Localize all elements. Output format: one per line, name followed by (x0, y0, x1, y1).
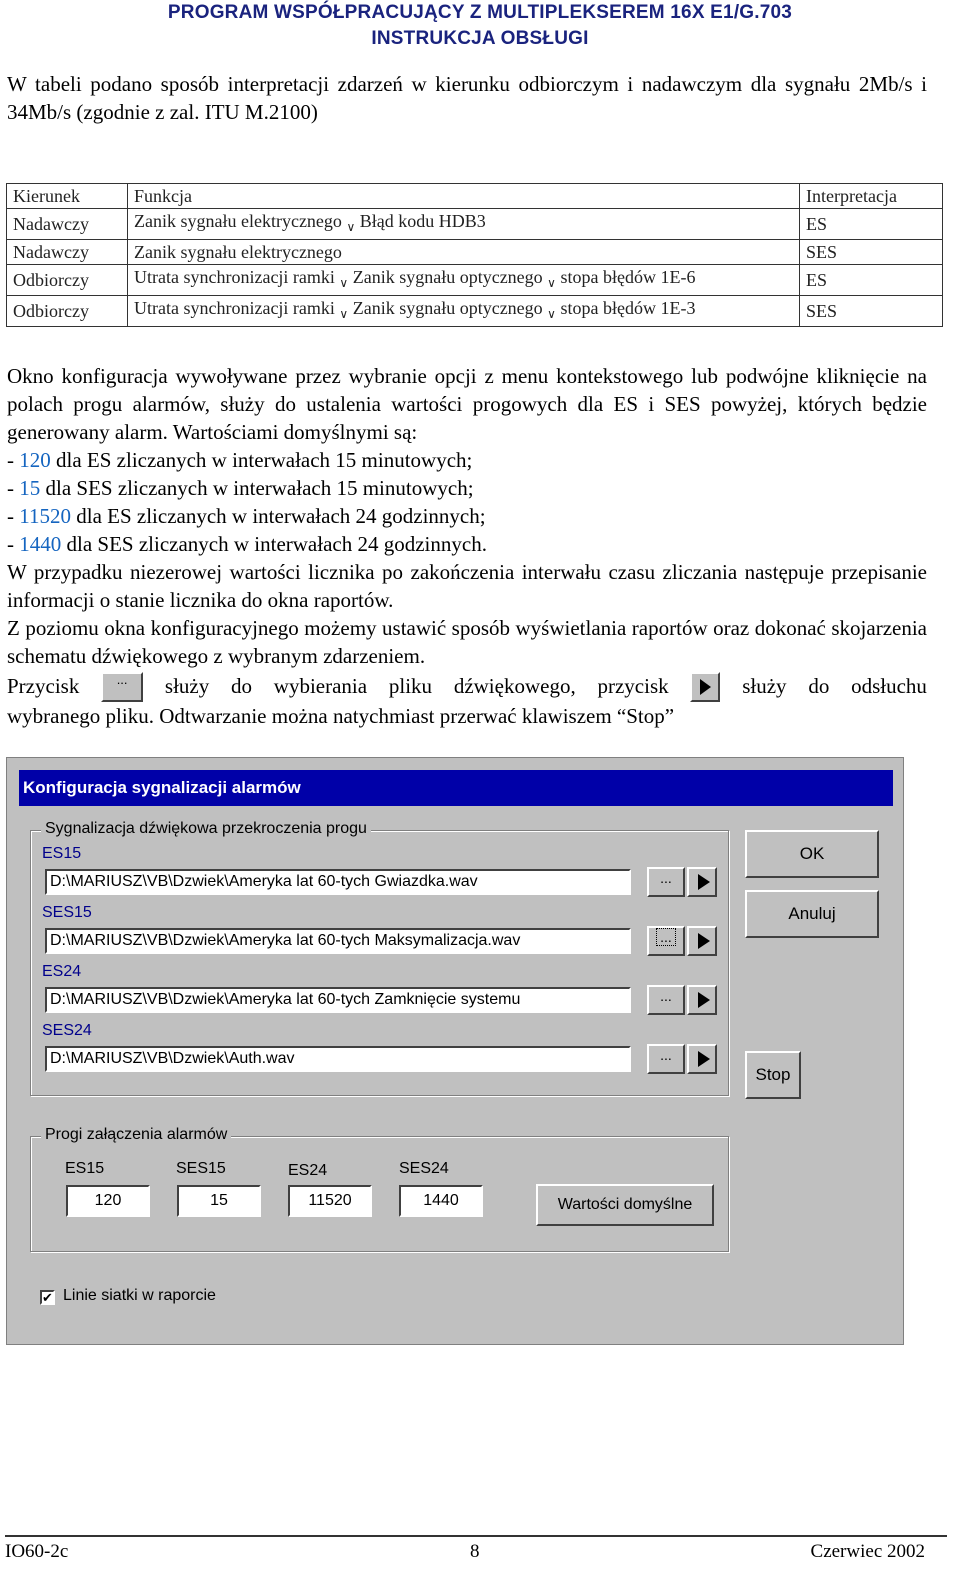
description-paragraph: Okno konfiguracja wywoływane przez wybranie opcji z menu kontekstowego lub podwójne kliknięcie na polach progu alarmów, służy do ustalenia wartości progowych dla ES i SES powyżej, których będzie generowany alarm. Wartościami domyślnymi są: (7, 364, 927, 444)
page-footer (5, 1535, 947, 1567)
func-part: stopa błędów 1E-3 (560, 298, 696, 318)
table-row (7, 265, 943, 296)
cell-direction: Nadawczy (7, 240, 128, 265)
description-paragraph: W przypadku niezerowej wartości licznika po zakończenia interwału czasu zliczania następuje przepisanie informacji o stanie licznika do okna raportów. (7, 560, 927, 612)
cancel-button[interactable]: Anuluj (745, 890, 879, 938)
inline-browse-button-image: ... (101, 672, 143, 702)
text-span: do (231, 674, 252, 698)
cell-interpretation: ES (800, 265, 943, 296)
gridlines-checkbox[interactable]: ✔ (40, 1290, 55, 1305)
or-symbol: ∨ (547, 307, 556, 321)
list-dash: - (7, 448, 20, 472)
func-part: Utrata synchronizacji ramki (134, 267, 335, 287)
browse-button-label: ... (657, 929, 675, 945)
sound-path-es15[interactable]: D:\MARIUSZ\VB\Dzwiek\Ameryka lat 60-tych Gwiazdka.wav (45, 869, 631, 895)
sound-label-ses24: SES24 (42, 1022, 92, 1039)
default-item (7, 502, 927, 530)
or-symbol: ∨ (339, 307, 349, 321)
text-span: przycisk (597, 674, 669, 698)
footer-date: Czerwiec 2002 (810, 1541, 925, 1562)
sound-label-ses15: SES15 (42, 904, 92, 921)
description-paragraph: Z poziomu okna konfiguracyjnego możemy ustawić sposób wyświetlania raportów oraz dokonać skojarzenia schematu dźwiękowego z wybranym zdarzeniem. (7, 616, 927, 668)
threshold-input-ses24[interactable]: 1440 (399, 1185, 483, 1217)
header-direction: Kierunek (7, 184, 128, 209)
intro-paragraph: W tabeli podano sposób interpretacji zdarzeń w kierunku odbiorczym i nadawczym dla sygnału 2Mb/s i 34Mb/s (zgodnie z zal. ITU M.2100) (7, 72, 927, 124)
func-part: Zanik sygnału optycznego (352, 267, 543, 287)
cell-interpretation: SES (800, 240, 943, 265)
cell-direction: Nadawczy (7, 209, 128, 240)
default-value: 120 (19, 448, 51, 472)
cell-direction: Odbiorczy (7, 265, 128, 296)
gridlines-label[interactable]: Linie siatki w raporcie (63, 1287, 216, 1304)
text-span: dźwiękowego, (453, 674, 576, 698)
default-item (7, 446, 927, 474)
table-row (7, 209, 943, 240)
doc-header-title: PROGRAM WSPÓŁPRACUJĄCY Z MULTIPLEKSEREM 16X E1/G.703 (167, 2, 793, 23)
doc-header-subtitle: INSTRUKCJA OBSŁUGI (371, 28, 589, 49)
default-value: 11520 (19, 504, 71, 528)
text-span: odsłuchu (851, 674, 927, 698)
text-span: Przycisk (7, 674, 80, 698)
threshold-label-ses15: SES15 (176, 1160, 226, 1177)
table-row (7, 296, 943, 327)
ok-button[interactable]: OK (745, 830, 879, 878)
threshold-label-es15: ES15 (65, 1160, 105, 1177)
default-value: 15 (19, 476, 41, 500)
threshold-input-ses15[interactable]: 15 (177, 1185, 261, 1217)
footer-doc-id: IO60-2c (5, 1541, 69, 1562)
thresholds-group (30, 1126, 729, 1252)
threshold-input-es15[interactable]: 120 (66, 1185, 150, 1217)
header-interpretation: Interpretacja (800, 184, 943, 209)
alarm-config-dialog (6, 757, 904, 1345)
default-text: dla SES zliczanych w interwałach 15 minutowych; (40, 476, 474, 500)
default-item (7, 530, 927, 558)
dialog-titlebar[interactable]: Konfiguracja sygnalizacji alarmów (19, 770, 893, 806)
cell-interpretation: ES (800, 209, 943, 240)
stop-button[interactable]: Stop (745, 1051, 801, 1099)
sound-group (30, 820, 729, 1096)
default-value: 1440 (19, 532, 62, 556)
defaults-button[interactable]: Wartości domyślne (536, 1184, 714, 1226)
table-row (7, 240, 943, 265)
sound-group-legend: Sygnalizacja dźwiękowa przekroczenia progu (41, 820, 371, 838)
sound-label-es15: ES15 (42, 845, 82, 862)
cell-function (128, 240, 800, 265)
threshold-input-es24[interactable]: 11520 (288, 1185, 372, 1217)
cell-direction: Odbiorczy (7, 296, 128, 327)
default-item (7, 474, 927, 502)
text-span: do (808, 674, 830, 698)
list-dash: - (7, 504, 20, 528)
cell-function (128, 265, 800, 296)
list-dash: - (7, 532, 20, 556)
default-text: dla ES zliczanych w interwałach 15 minutowych; (50, 448, 473, 472)
default-text: dla ES zliczanych w interwałach 24 godzinnych; (70, 504, 486, 528)
default-text: dla SES zliczanych w interwałach 24 godzinnych. (61, 532, 487, 556)
events-table (6, 183, 943, 327)
list-dash: - (7, 476, 20, 500)
func-part: Zanik sygnału optycznego (352, 298, 543, 318)
browse-button-es24[interactable]: ... (647, 985, 685, 1015)
or-symbol: ∨ (346, 220, 356, 234)
play-button-ses15[interactable] (687, 926, 717, 956)
play-button-es24[interactable] (687, 985, 717, 1015)
sound-path-es24[interactable]: D:\MARIUSZ\VB\Dzwiek\Ameryka lat 60-tych Zamknięcie systemu (45, 987, 631, 1013)
threshold-label-es24: ES24 (288, 1162, 328, 1179)
buttons-explanation-line (7, 672, 927, 702)
browse-button-ses24[interactable]: ... (647, 1044, 685, 1074)
play-button-ses24[interactable] (687, 1044, 717, 1074)
text-span: służy (742, 674, 787, 698)
sound-path-ses24[interactable]: D:\MARIUSZ\VB\Dzwiek\Auth.wav (45, 1046, 631, 1072)
header-function: Funkcja (128, 184, 800, 209)
browse-button-ses15[interactable] (647, 926, 685, 956)
func-part: stopa błędów 1E-6 (560, 267, 696, 287)
browse-button-es15[interactable]: ... (647, 867, 685, 897)
func-part: Zanik sygnału elektrycznego (134, 211, 342, 231)
text-span: służy (164, 674, 210, 698)
description-block (7, 362, 927, 730)
func-part: Błąd kodu HDB3 (359, 211, 486, 231)
cell-interpretation: SES (800, 296, 943, 327)
or-symbol: ∨ (547, 276, 556, 290)
sound-path-ses15[interactable]: D:\MARIUSZ\VB\Dzwiek\Ameryka lat 60-tych Maksymalizacja.wav (45, 928, 631, 954)
play-button-es15[interactable] (687, 867, 717, 897)
cell-function (128, 296, 800, 327)
thresholds-group-legend: Progi załączenia alarmów (41, 1126, 231, 1144)
func-part: Zanik sygnału elektrycznego (134, 242, 342, 262)
inline-play-icon (690, 672, 720, 702)
sound-label-es24: ES24 (42, 963, 82, 980)
text-span: wybierania (273, 674, 368, 698)
threshold-label-ses24: SES24 (399, 1160, 449, 1177)
description-paragraph: wybranego pliku. Odtwarzanie można natychmiast przerwać klawiszem “Stop” (7, 704, 675, 728)
table-header-row (7, 184, 943, 209)
text-span: pliku (388, 674, 433, 698)
cell-function (128, 209, 800, 240)
or-symbol: ∨ (339, 276, 349, 290)
func-part: Utrata synchronizacji ramki (134, 298, 335, 318)
footer-page-number: 8 (470, 1541, 480, 1562)
